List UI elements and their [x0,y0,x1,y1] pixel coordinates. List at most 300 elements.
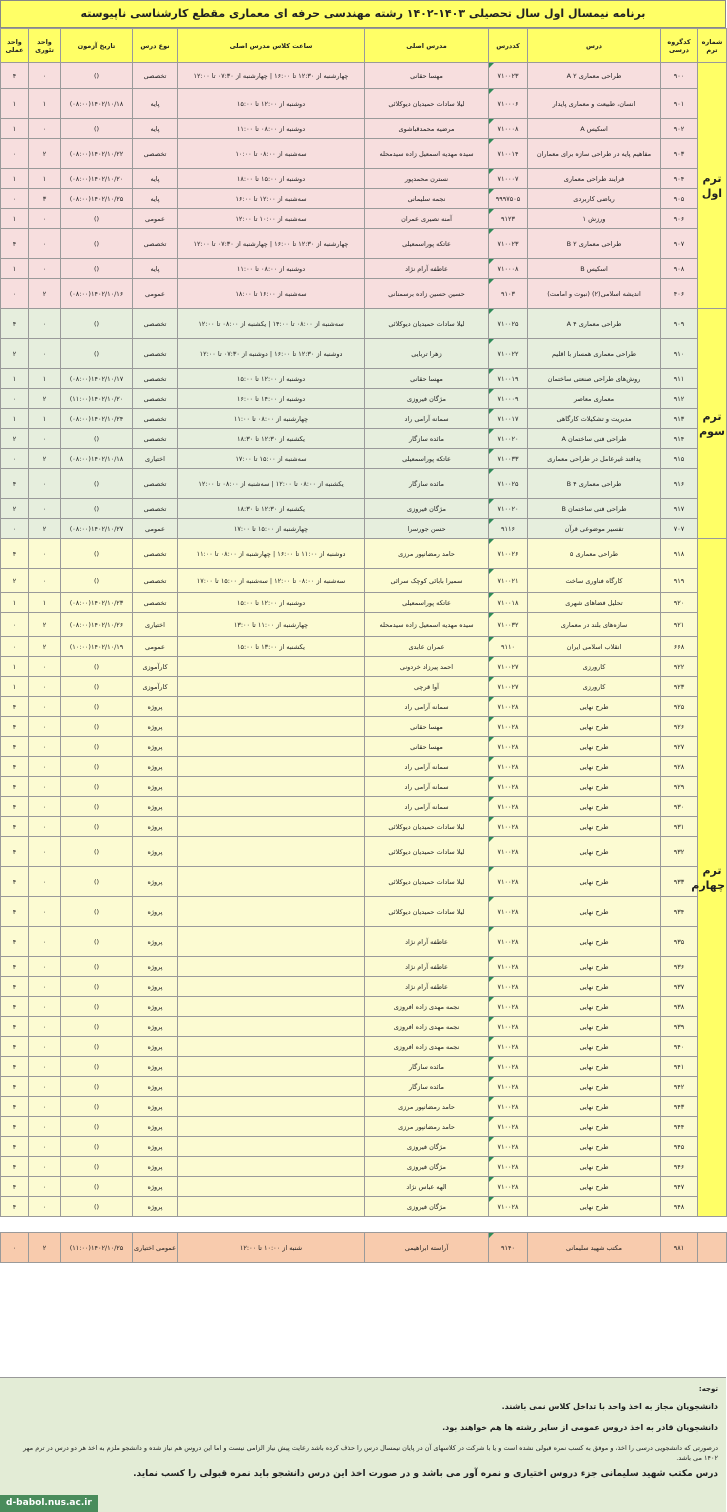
cell-course-code: ۷۱۰۰۲۸ [489,817,528,837]
cell-class-time: شنبه از ۱۰:۰۰ تا ۱۲:۰۰ [178,1233,365,1263]
cell-exam-date: ۱۴۰۲/۱۰/۱۹(۱۰:۰۰) [61,637,133,657]
table-row [1,259,727,279]
table-row [1,279,727,309]
cell-exam-date: () [61,837,133,867]
cell-course-code: ۷۱۰۰۲۸ [489,1077,528,1097]
note-4: درس مکتب شهید سلیمانی جزء دروس اختیاری و نمره آور می باشد و در صورت اخذ این درس دانشجو باید نمره قبولی را کسب نماید. [133,1469,718,1479]
cell-course-type: پروژه [133,737,178,757]
cell-exam-date: ۱۴۰۲/۱۰/۲۴(۰۸:۰۰) [61,409,133,429]
cell-group-code: ۹۳۹ [661,1017,698,1037]
cell-class-time: دوشنبه از ۰۸:۰۰ تا ۱۱:۰۰ [178,259,365,279]
cell-practical-units: ۰ [1,139,29,169]
term-label: ترم اول [698,63,727,309]
cell-instructor: عاطفه آرام نژاد [365,259,489,279]
cell-exam-date: () [61,209,133,229]
cell-practical-units: ۲ [1,429,29,449]
cell-course-code: ۷۱۰۰۲۱ [489,569,528,593]
cell-course: طراحی معماری ۴ B [528,469,661,499]
cell-course-type: پروژه [133,897,178,927]
cell-course-code: ۷۱۰۰۱۹ [489,369,528,389]
cell-group-code: ۹۰۴ [661,169,698,189]
cell-exam-date: () [61,1137,133,1157]
header-course: درس [528,29,661,63]
cell-course-type: پروژه [133,817,178,837]
cell-theory-units: ۰ [29,997,61,1017]
cell-course-code: ۷۱۰۰۲۰ [489,499,528,519]
table-row [1,229,727,259]
cell-practical-units: ۴ [1,63,29,89]
cell-group-code: ۹۴۶ [661,1157,698,1177]
header-class-time: ساعت کلاس مدرس اصلی [178,29,365,63]
cell-course: طراحی فنی ساختمان B [528,499,661,519]
cell-exam-date: ۱۴۰۲/۱۰/۲۰(۰۸:۰۰) [61,169,133,189]
header-course-type: نوع درس [133,29,178,63]
table-row [1,997,727,1017]
cell-course: معماری معاصر [528,389,661,409]
cell-theory-units: ۰ [29,1097,61,1117]
cell-theory-units: ۰ [29,897,61,927]
cell-instructor: مژگان فیروزی [365,389,489,409]
cell-instructor: حامد رمضانپور مرزی [365,1117,489,1137]
cell-practical-units: ۴ [1,927,29,957]
cell-instructor: حسن جورسرا [365,519,489,539]
cell-class-time [178,867,365,897]
cell-exam-date: () [61,569,133,593]
cell-course-type: پروژه [133,717,178,737]
cell-exam-date: () [61,469,133,499]
cell-exam-date: () [61,737,133,757]
cell-theory-units: ۰ [29,309,61,339]
table-spacer [1,1217,727,1233]
cell-exam-date: () [61,1057,133,1077]
cell-group-code: ۹۲۳ [661,677,698,697]
cell-course-type: عمومی [133,209,178,229]
cell-exam-date: () [61,817,133,837]
cell-class-time [178,1057,365,1077]
cell-course: طراحی معماری ۴ A [528,309,661,339]
cell-exam-date: () [61,499,133,519]
cell-practical-units: ۴ [1,1097,29,1117]
cell-course-code: ۷۱۰۰۰۸ [489,119,528,139]
cell-course: طرح نهایی [528,837,661,867]
cell-instructor: آمنه نصیری عمران [365,209,489,229]
header-practical-units: واحد عملی [1,29,29,63]
cell-group-code: ۹۴۵ [661,1137,698,1157]
table-row [1,757,727,777]
note-3: درصورتی که دانشجویی درسی را اخذ، و موفق به کسب نمره قبولی نشده است و یا با شرکت در کلاسهای آن در پایان نیمسال درس را حذف کرده باشد رعایت پیش نیاز الزامی نیست و اما این دروس هم نیاز شده و دانشجو ملزم به اخذ هر دو درس در ترم مهر ۱۴۰۲ می باشد. [23,1444,718,1462]
cell-group-code: ۹۳۷ [661,977,698,997]
cell-practical-units: ۴ [1,817,29,837]
cell-instructor: لیلا سادات حمیدیان دیوکلائی [365,867,489,897]
cell-class-time [178,1177,365,1197]
cell-group-code: ۹۳۵ [661,927,698,957]
cell-course-code: ۷۱۰۰۲۳ [489,229,528,259]
cell-course-code: ۷۱۰۰۲۵ [489,309,528,339]
cell-course-code: ۷۱۰۰۲۸ [489,717,528,737]
cell-class-time: چهارشنبه از ۱۲:۳۰ تا ۱۶:۰۰ | چهارشنبه از ۰۷:۳۰ تا ۱۲:۰۰ [178,63,365,89]
cell-course: مفاهیم پایه در طراحی سازه برای معماران [528,139,661,169]
cell-class-time [178,757,365,777]
cell-class-time: چهارشنبه از ۱۵:۰۰ تا ۱۷:۰۰ [178,519,365,539]
cell-theory-units: ۰ [29,977,61,997]
cell-group-code: ۹۰۷ [661,229,698,259]
cell-course-code: ۷۱۰۰۲۸ [489,927,528,957]
cell-practical-units: ۰ [1,519,29,539]
cell-class-time [178,1197,365,1217]
cell-instructor: نجمه مهدی زاده افروزی [365,1037,489,1057]
cell-group-code: ۹۰۹ [661,309,698,339]
cell-course-code: ۷۱۰۰۲۸ [489,797,528,817]
cell-class-time [178,957,365,977]
cell-practical-units: ۴ [1,737,29,757]
cell-course-type: پروژه [133,1057,178,1077]
cell-theory-units: ۳ [29,189,61,209]
cell-class-time: دوشنبه از ۱۲:۳۰ تا ۱۶:۰۰ | دوشنبه از ۰۷:۳۰ تا ۱۲:۰۰ [178,339,365,369]
cell-course-code: ۷۱۰۰۲۸ [489,1117,528,1137]
cell-exam-date: ۱۴۰۲/۱۰/۲۰(۱۱:۰۰) [61,389,133,409]
cell-course: طراحی فنی ساختمان A [528,429,661,449]
cell-instructor: لیلا سادات حمیدیان دیوکلائی [365,89,489,119]
cell-practical-units: ۰ [1,189,29,209]
cell-class-time [178,1097,365,1117]
cell-theory-units: ۰ [29,63,61,89]
cell-instructor: مائده سازگار [365,1077,489,1097]
cell-group-code: ۹۰۰ [661,63,698,89]
cell-course-type: اختیاری [133,449,178,469]
table-row [1,593,727,613]
table-row [1,1157,727,1177]
cell-course-type: عمومی اختیاری [133,1233,178,1263]
cell-course-code: ۷۱۰۰۲۷ [489,677,528,697]
cell-course-code: ۷۱۰۰۲۸ [489,997,528,1017]
cell-exam-date: ۱۴۰۲/۱۰/۲۷(۰۸:۰۰) [61,519,133,539]
cell-class-time [178,657,365,677]
cell-group-code: ۹۴۷ [661,1177,698,1197]
cell-instructor: عمران عابدی [365,637,489,657]
cell-class-time: یکشنبه از ۱۳:۰۰ تا ۱۵:۰۰ [178,637,365,657]
cell-course-code: ۷۱۰۰۲۸ [489,777,528,797]
cell-course: اندیشه اسلامی(۲) (نبوت و امامت) [528,279,661,309]
cell-class-time: چهارشنبه از ۱۱:۰۰ تا ۱۳:۰۰ [178,613,365,637]
cell-exam-date: () [61,867,133,897]
cell-group-code: ۹۳۶ [661,957,698,977]
cell-practical-units: ۴ [1,1157,29,1177]
cell-theory-units: ۰ [29,737,61,757]
cell-class-time [178,1117,365,1137]
table-row [1,1137,727,1157]
cell-practical-units: ۴ [1,1137,29,1157]
cell-exam-date: () [61,1097,133,1117]
cell-instructor: عاتکه پوراسمعیلی [365,449,489,469]
site-watermark: d-babol.nus.ac.ir [0,1495,98,1512]
cell-course-type: پروژه [133,1077,178,1097]
notes-panel [0,1377,726,1512]
table-row [1,927,727,957]
cell-course: طرح نهایی [528,1057,661,1077]
cell-instructor: مائده سازگار [365,469,489,499]
cell-instructor: مائده سازگار [365,429,489,449]
cell-course: کارورزی [528,677,661,697]
cell-exam-date: () [61,677,133,697]
cell-course-type: تخصصی [133,429,178,449]
cell-practical-units: ۴ [1,1057,29,1077]
cell-course-type: پروژه [133,1017,178,1037]
cell-exam-date: () [61,119,133,139]
cell-course-type: تخصصی [133,139,178,169]
cell-class-time [178,837,365,867]
cell-course: فرایند طراحی معماری [528,169,661,189]
cell-class-time: سه‌شنبه از ۱۵:۰۰ تا ۱۷:۰۰ [178,449,365,469]
cell-course-type: پروژه [133,1157,178,1177]
cell-course-type: کارآموزی [133,657,178,677]
cell-class-time: یکشنبه از ۱۲:۳۰ تا ۱۸:۳۰ [178,499,365,519]
cell-class-time [178,797,365,817]
cell-exam-date: ۱۴۰۲/۱۰/۱۸(۰۸:۰۰) [61,89,133,119]
cell-course: پدافند غیرعامل در طراحی معماری [528,449,661,469]
table-row [1,777,727,797]
table-row [1,1037,727,1057]
cell-course: مدیریت و تشکیلات کارگاهی [528,409,661,429]
cell-practical-units: ۴ [1,957,29,977]
cell-instructor: سمانه آرامی راد [365,697,489,717]
cell-class-time [178,737,365,757]
cell-group-code: ۹۱۴ [661,429,698,449]
cell-exam-date: () [61,657,133,677]
cell-course: طرح نهایی [528,927,661,957]
cell-group-code: ۹۱۷ [661,499,698,519]
cell-practical-units: ۱ [1,169,29,189]
cell-group-code: ۹۲۹ [661,777,698,797]
table-row [1,817,727,837]
cell-course: طرح نهایی [528,757,661,777]
cell-course-code: ۷۱۰۰۱۴ [489,139,528,169]
cell-exam-date: () [61,1197,133,1217]
cell-group-code: ۹۴۳ [661,1097,698,1117]
table-row [1,63,727,89]
cell-instructor: لیلا سادات حمیدیان دیوکلائی [365,837,489,867]
cell-exam-date: () [61,259,133,279]
header-group-code: کدگروه درسی [661,29,698,63]
cell-course: طرح نهایی [528,1197,661,1217]
cell-group-code: ۹۱۸ [661,539,698,569]
cell-group-code: ۹۲۲ [661,657,698,677]
cell-exam-date: () [61,697,133,717]
cell-theory-units: ۲ [29,637,61,657]
table-row [1,389,727,409]
table-row [1,569,727,593]
cell-theory-units: ۰ [29,569,61,593]
cell-course-type: پروژه [133,997,178,1017]
cell-exam-date: () [61,777,133,797]
cell-theory-units: ۰ [29,777,61,797]
cell-theory-units: ۰ [29,837,61,867]
cell-course-type: پروژه [133,777,178,797]
cell-instructor: مهسا حقانی [365,737,489,757]
table-row [1,499,727,519]
table-row [1,837,727,867]
cell-theory-units: ۱ [29,369,61,389]
cell-course-type: عمومی [133,637,178,657]
cell-group-code: ۹۱۳ [661,409,698,429]
cell-theory-units: ۲ [29,389,61,409]
cell-theory-units: ۰ [29,1137,61,1157]
cell-course-type: پروژه [133,867,178,897]
cell-exam-date: () [61,1177,133,1197]
cell-course-type: عمومی [133,279,178,309]
cell-exam-date: () [61,797,133,817]
cell-course-type: پروژه [133,697,178,717]
cell-group-code: ۹۱۶ [661,469,698,499]
table-row [1,737,727,757]
cell-course-type: پایه [133,169,178,189]
cell-theory-units: ۰ [29,957,61,977]
cell-course-type: تخصصی [133,389,178,409]
cell-course-code: ۷۱۰۰۲۸ [489,1157,528,1177]
schedule-table [0,28,727,1263]
cell-group-code: ۹۳۸ [661,997,698,1017]
cell-course-type: پایه [133,189,178,209]
cell-group-code: ۹۱۰ [661,339,698,369]
cell-course: طرح نهایی [528,867,661,897]
cell-course: طرح نهایی [528,997,661,1017]
cell-course-code: ۷۱۰۰۲۷ [489,657,528,677]
cell-instructor: لیلا سادات حمیدیان دیوکلائی [365,309,489,339]
cell-exam-date: () [61,717,133,737]
cell-theory-units: ۰ [29,209,61,229]
cell-instructor: الهه عباس نژاد [365,1177,489,1197]
cell-theory-units: ۲ [29,1233,61,1263]
cell-instructor: عاطفه آرام نژاد [365,957,489,977]
cell-class-time [178,1137,365,1157]
cell-class-time [178,1077,365,1097]
cell-instructor: عاطفه آرام نژاد [365,927,489,957]
cell-practical-units: ۴ [1,1017,29,1037]
cell-practical-units: ۱ [1,119,29,139]
cell-instructor: مژگان فیروزی [365,499,489,519]
cell-course: طراحی معماری همساز با اقلیم [528,339,661,369]
cell-theory-units: ۱ [29,409,61,429]
cell-theory-units: ۰ [29,717,61,737]
cell-course-type: تخصصی [133,339,178,369]
cell-course-type: تخصصی [133,539,178,569]
cell-instructor: مهسا حقانی [365,63,489,89]
cell-instructor: سیده مهدیه اسمعیل زاده سیدمحله [365,139,489,169]
cell-class-time [178,697,365,717]
cell-theory-units: ۰ [29,429,61,449]
cell-course-code: ۷۱۰۰۰۶ [489,89,528,119]
cell-course: طرح نهایی [528,977,661,997]
cell-course: طرح نهایی [528,1177,661,1197]
cell-course: تفسیر موضوعی قرآن [528,519,661,539]
cell-course-type: پروژه [133,957,178,977]
cell-class-time: سه‌شنبه از ۰۸:۰۰ تا ۱۰:۰۰ [178,139,365,169]
cell-practical-units: ۴ [1,717,29,737]
cell-group-code: ۹۰۱ [661,89,698,119]
cell-theory-units: ۰ [29,797,61,817]
cell-group-code: ۹۴۰ [661,1037,698,1057]
cell-practical-units: ۲ [1,499,29,519]
cell-course-type: پروژه [133,1117,178,1137]
cell-group-code: ۹۴۱ [661,1057,698,1077]
cell-instructor: مائده سازگار [365,1057,489,1077]
cell-class-time: سه‌شنبه از ۱۰:۰۰ تا ۱۲:۰۰ [178,209,365,229]
cell-exam-date: () [61,1077,133,1097]
cell-theory-units: ۲ [29,613,61,637]
table-row [1,449,727,469]
cell-exam-date: ۱۴۰۲/۱۰/۲۵(۰۸:۰۰) [61,189,133,209]
cell-class-time: یکشنبه از ۱۲:۳۰ تا ۱۸:۳۰ [178,429,365,449]
cell-course: طرح نهایی [528,1077,661,1097]
table-row [1,957,727,977]
cell-course-code: ۷۱۰۰۲۸ [489,1137,528,1157]
cell-course-type: پایه [133,259,178,279]
cell-exam-date: () [61,429,133,449]
cell-theory-units: ۰ [29,657,61,677]
cell-group-code: ۹۱۲ [661,389,698,409]
cell-group-code: ۹۱۱ [661,369,698,389]
cell-course-code: ۷۱۰۰۳۲ [489,613,528,637]
table-row [1,867,727,897]
cell-course-type: تخصصی [133,499,178,519]
table-row [1,697,727,717]
cell-course: اسکیس B [528,259,661,279]
cell-course: طرح نهایی [528,777,661,797]
table-row [1,613,727,637]
table-row [1,897,727,927]
cell-class-time: یکشنبه از ۰۸:۰۰ تا ۱۲:۰۰ | سه‌شنبه از ۰۸:۰۰ تا ۱۲:۰۰ [178,469,365,499]
cell-theory-units: ۰ [29,757,61,777]
cell-class-time [178,897,365,927]
cell-course-type: کارآموزی [133,677,178,697]
cell-course: طرح نهایی [528,1157,661,1177]
cell-group-code: ۹۰۳ [661,139,698,169]
table-row [1,189,727,209]
cell-course-code: ۷۱۰۰۲۵ [489,469,528,499]
cell-course-code: ۷۱۰۰۲۸ [489,977,528,997]
cell-course: طراحی معماری ۵ [528,539,661,569]
table-row [1,169,727,189]
cell-group-code: ۹۰۶ [661,209,698,229]
cell-practical-units: ۴ [1,1117,29,1137]
cell-course-type: پروژه [133,1177,178,1197]
note-2: دانشجویان قادر به اخذ دروس عمومی از سایر رشته ها هم خواهند بود. [442,1423,718,1432]
cell-course-type: اختیاری [133,613,178,637]
cell-instructor: سمانه آرامی راد [365,409,489,429]
cell-course-code: ۷۱۰۰۲۸ [489,837,528,867]
cell-group-code: ۹۳۱ [661,817,698,837]
cell-theory-units: ۰ [29,259,61,279]
table-row [1,977,727,997]
cell-practical-units: ۱ [1,89,29,119]
cell-group-code: ۹۳۰ [661,797,698,817]
cell-theory-units: ۱ [29,169,61,189]
cell-theory-units: ۰ [29,469,61,499]
table-row [1,539,727,569]
cell-course-code: ۷۱۰۰۲۸ [489,1197,528,1217]
cell-exam-date: () [61,977,133,997]
table-row [1,119,727,139]
cell-theory-units: ۰ [29,1117,61,1137]
cell-course-type: تخصصی [133,309,178,339]
cell-theory-units: ۰ [29,817,61,837]
cell-course-code: ۷۱۰۰۲۸ [489,757,528,777]
cell-course-code: ۹۱۲۳ [489,209,528,229]
cell-practical-units: ۱ [1,593,29,613]
cell-instructor: عاتکه پوراسمعیلی [365,593,489,613]
cell-practical-units: ۱ [1,259,29,279]
table-row [1,797,727,817]
cell-course-type: پروژه [133,1037,178,1057]
